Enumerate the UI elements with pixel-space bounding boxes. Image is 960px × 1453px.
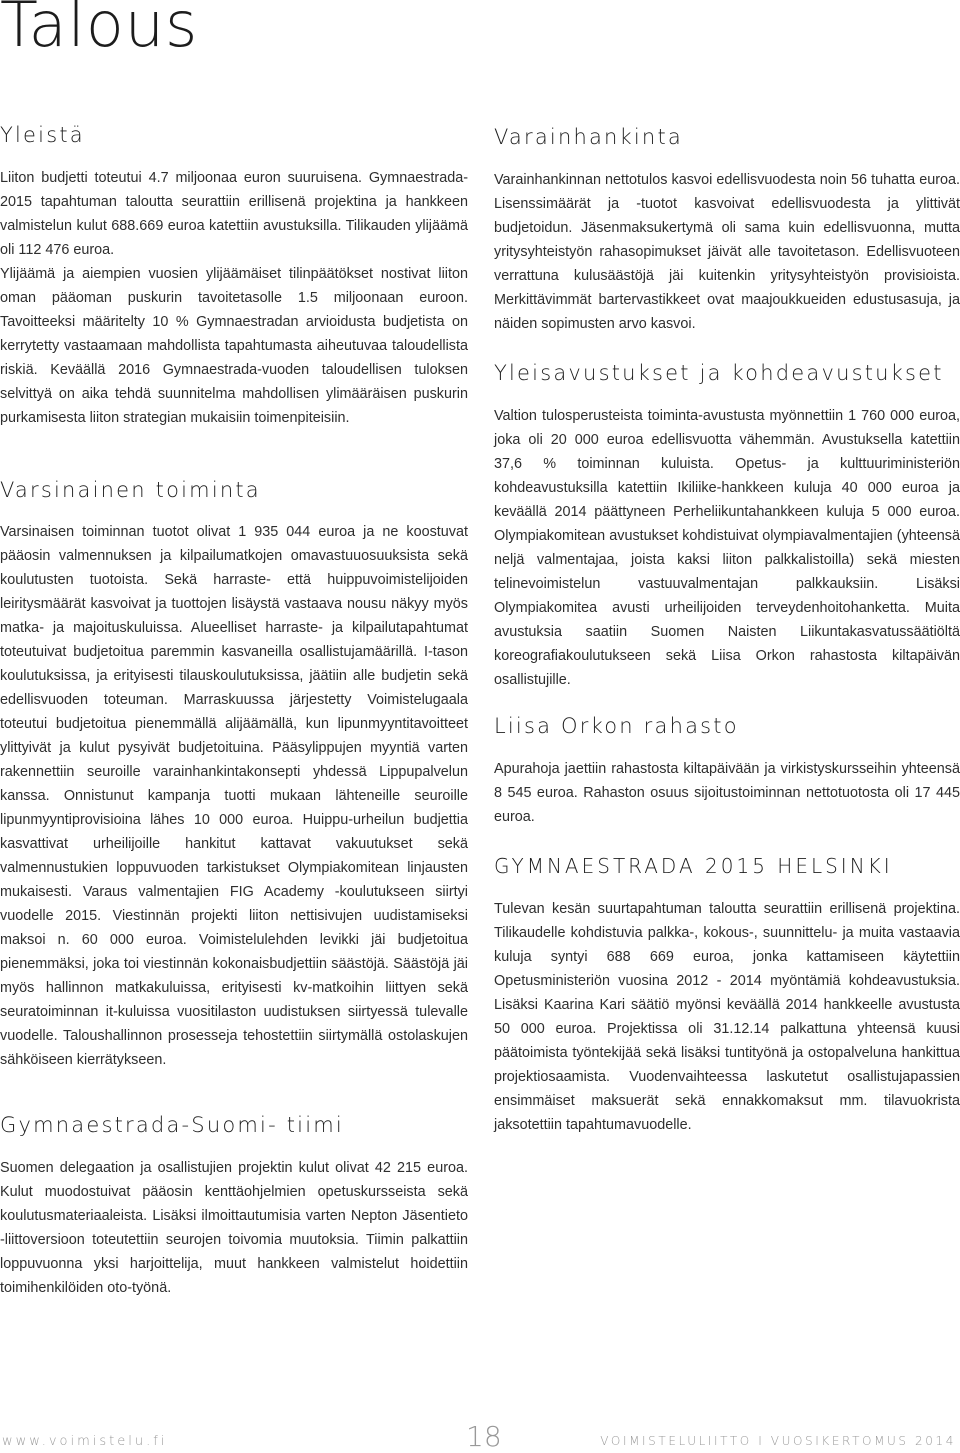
paragraph-gymnaestrada-suomi-tiimi: Suomen delegaation ja osallistujien projektin kulut olivat 42 215 euroa. Kulut muodostuivat pääosin kenttäohjelmien opetuskursseista sekä koulutusmateriaaleista. Lisäksi ilmoittautumisia varten Nepton Jäsentieto -liittoversioon toteutettiin seurojen toivomia muutoksia. Tiimin palkattiin loppuvuonna yksi harjoittelija, muut hankkeen valmistelut hoidettiin toimihenkilöiden oto-työnä. (0, 1160, 468, 1296)
heading-gymnaestrada-suomi-tiimi: Gymnaestrada-Suomi- tiimi (0, 1113, 344, 1137)
footer-publication-title: VOIMISTELULIITTO I VUOSIKERTOMUS 2014 (600, 1434, 956, 1448)
heading-yleisavustukset: Yleisavustukset ja kohdeavustukset (494, 361, 944, 385)
footer-website-link[interactable]: www.voimistelu.fi (2, 1434, 168, 1449)
page-footer (0, 1420, 960, 1453)
page-title: Talous (0, 0, 199, 61)
paragraph-gymnaestrada-2015-helsinki: Tulevan kesän suurtapahtuman taloutta seurattiin erillisenä projektina. Tilikaudelle kohdistuvia palkka-, kokous-, suunnittelu- ja muita vastaavia kuluja syntyi 688 669 euroa, jonka kattamiseen käytettiin Opetusministeriön vuosina 2012 - 2014 myöntämiä kohdeavustuksia. Lisäksi Kaarina Kari säätiö myönsi keväällä 2014 hankkeelle avustusta 50 000 euroa. Projektissa oli 31.12.14 palkattuna yhteensä kuusi päätoimista työntekijää sekä lisäksi tuntityönä ja ostopalveluna hankittua projektiosaamista. Vuodenvaihteessa laskutetut osallistujapassien ensimmäiset maksuerät sekä ennakkomaksut mm. tilavuokrista jaksotettiin tapahtumavuodelle. (494, 901, 960, 1133)
paragraph-yleista-2: Ylijäämä ja aiempien vuosien ylijäämäiset tilinpäätökset nostivat liiton oman pääoman puskurin tavoitetasolle 1.5 miljoonaan euroon. Tavoitteeksi määritelty 10 % Gymnaestradan arvioidusta budjetista on kerrytetty vastaamaan mahdollista tapahtumasta aiheutuvaa taloudellista riskiä. Keväällä 2016 Gymnaestrada-vuoden taloudellisen tuloksen selvittyä on aika tehdä suunnitelma mahdollisen ylimääräisen puskurin purkamisesta liiton strategian mukaisiin toimenpiteisiin. (0, 266, 468, 426)
paragraph-yleisavustukset: Valtion tulosperusteista toiminta-avustusta myönnettiin 1 760 000 euroa, joka oli 20 000 euroa edellisvuotta vähemmän. Avustuksella katettiin 37,6 % toiminnan kuluista. Opetus- ja kulttuuriministeriön kohdeavustuksilla katettiin Ikiliike-hankkeen kuluja 40 000 euroa ja keväällä 2014 päättyneen Perheliikuntahankkeen kuluja 5 000 euroa. Olympiakomitean avustukset kohdistuivat olympiavalmentajien (yhteensä neljä valmentajaa, joista kaksi liiton palkkalistoilla) sekä miesten telinevoimistelun vastuuvalmentajan palkkauksiin. Lisäksi Olympiakomitea avusti urheilijoiden terveydenhoitohanketta. Muita avustuksia saatiin Suomen Naisten Liikuntakasvatussäätiöltä koreografiakoulutukseen sekä Liisa Orkon rahastosta kiltapäivän osallistujille. (494, 408, 960, 688)
paragraph-varainhankinta: Varainhankinnan nettotulos kasvoi edellisvuodesta noin 56 tuhatta euroa. Lisenssimäärät ja -tuotot kasvoivat edellisvuodesta ja ylittivät budjetoidun. Jäsenmaksukertymä oli sama kuin edellisvuonna, mutta yritysyhteistyön rahasopimukset jäivät alle tavoitetason. Edellisvuoteen verrattuna kulusäästöjä jäi kuitenkin yritysyhteistyön provisioista. Merkittävimmät bartervastikkeet ovat maajoukkueiden edustusasuja, ja näiden sopimusten arvo kasvoi. (494, 172, 960, 332)
heading-yleista: Yleistä (0, 123, 85, 147)
page-number: 18 (466, 1420, 502, 1453)
paragraph-varsinainen-toiminta: Varsinaisen toiminnan tuotot olivat 1 935 044 euroa ja ne koostuvat pääosin valmennuksen ja kilpailumatkojen omavastuuosuuksista sekä koulutusten tuotoista. Sekä harraste- että huippuvoimistelijoiden leiritysmäärät kasvoivat ja tuottojen lisäystä vastaava nousu näkyy myös matka- ja majoituskuluissa. Alueelliset harraste- ja kilpailutapahtumat toteutuivat budjetoitua paremmin kasvaneilla osallistujamäärillä. I-tason koulutuksissa, ja erityisesti tilauskoulutuksissa, jäätiin alle budjetin sekä edellisvuoden toteuman. Marraskuussa järjestetty Voimistelugaala toteutui budjetoitua pienemmällä alijäämällä, kun lipunmyyntitavoitteet ylittyivät ja kulut pysyivät budjetoituina. Pääsylippujen myyntiä varten rakennettiin seuroille varainhankintakonsepti yhdessä Lippupalvelun kanssa. Onnistunut kampanja tuotti mukaan lähteneille seuroille lipunmyyntiprovisioina lähes 10 000 euroa. Huippu-urheilun budjettia kasvattivat urheilijoille hankitut kattavat vakuutukset sekä valmennustukien loppuvuoden tarkistukset Olympiakomitean linjausten mukaisesti. Varaus valmentajien FIG Academy -koulutukseen siirtyi vuodelle 2015. Viestinnän projekti liiton nettisivujen uudistamiseksi maksoi n. 60 000 euroa. Voimistelulehden levikki jäi budjetoitua pienemmäksi, joka toi viestinnän kokonaisbudjettiin säästöjä. Säästöjä jäi myös hallinnon matkakuluissa, erityisesti kv-matkoihin liittyen sekä seuratoiminnan it-kuluissa vuositilaston uudistuksen siirtyessä tulevalle vuodelle. Taloushallinnon prosesseja tehostettiin siirtymällä ostolaskujen sähköiseen kierrätykseen. (0, 524, 468, 1068)
heading-varsinainen-toiminta: Varsinainen toiminta (0, 478, 261, 502)
paragraph-liisa-orkon-rahasto: Apurahoja jaettiin rahastosta kiltapäivään ja virkistyskursseihin yhteensä 8 545 euroa. Rahaston osuus sijoitustoiminnan nettotuotosta oli 17 445 euroa. (494, 761, 960, 825)
heading-gymnaestrada-2015-helsinki: GYMNAESTRADA 2015 HELSINKI (494, 854, 893, 878)
paragraph-yleista-1: Liiton budjetti toteutui 4.7 miljoonaa euron suuruisena. Gymnaestrada-2015 tapahtuman taloutta seurattiin erillisenä projektina ja hankkeen valmistelun kulut 688.669 euroa katettiin avustuksilla. Tilikauden ylijäämä oli 112 476 euroa. (0, 170, 468, 258)
heading-varainhankinta: Varainhankinta (494, 125, 683, 149)
heading-liisa-orkon-rahasto: Liisa Orkon rahasto (494, 714, 739, 738)
